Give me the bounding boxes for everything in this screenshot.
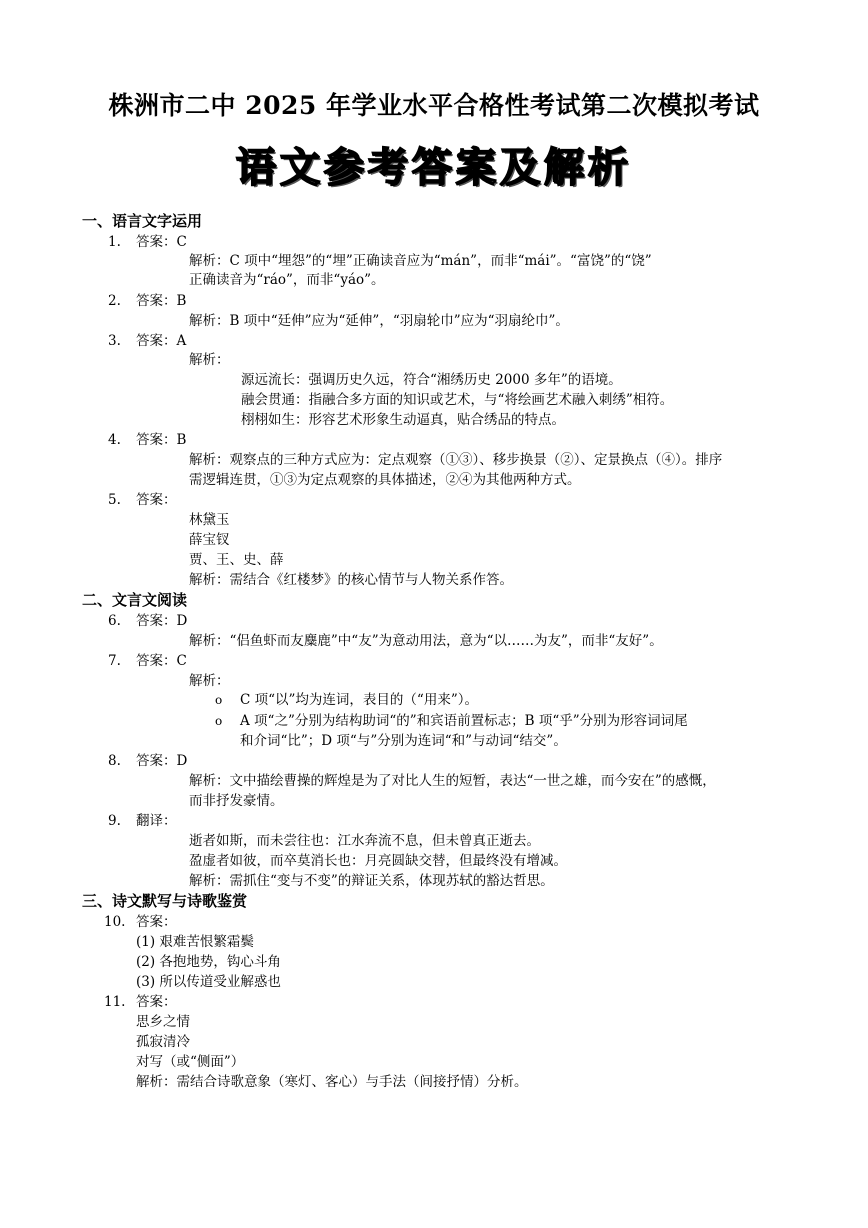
answer-item: 对写（或“侧面”）: [136, 1054, 245, 1070]
explanation-label: 解析：: [189, 352, 230, 368]
explanation: 而非抒发豪情。: [189, 793, 284, 809]
explanation: 解析：C 项中“埋怨”的“埋”正确读音应为“mán”，而非“mái”。“富饶”的“饶”: [189, 253, 652, 269]
question-number: 9.: [108, 813, 121, 829]
question-number: 1.: [108, 234, 121, 250]
section-heading-3: 三、诗文默写与诗歌鉴赏: [82, 892, 248, 910]
answer: 答案：A: [136, 333, 187, 349]
section-heading-2: 二、文言文阅读: [82, 591, 188, 609]
answer: 答案：D: [136, 753, 188, 769]
translation: 盈虚者如彼，而卒莫消长也：月亮圆缺交替，但最终没有增减。: [189, 853, 567, 869]
explanation-item: C 项“以”均为连词，表目的（“用来”）。: [240, 692, 478, 708]
explanation: 解析：需结合《红楼梦》的核心情节与人物关系作答。: [189, 572, 513, 588]
explanation: 解析：需抓住“变与不变”的辩证关系，体现苏轼的豁达哲思。: [189, 873, 554, 889]
bullet-icon: o: [215, 714, 223, 728]
document-title: 语文参考答案及解析: [236, 144, 632, 191]
explanation-item: 融会贯通：指融合多方面的知识或艺术，与“将绘画艺术融入刺绣”相符。: [241, 392, 674, 408]
explanation: 解析：观察点的三种方式应为：定点观察（①③）、移步换景（②）、定景换点（④）。排序: [189, 452, 723, 468]
question-number: 11.: [104, 994, 126, 1010]
translation: 逝者如斯，而未尝往也：江水奔流不息，但未曾真正逝去。: [189, 833, 540, 849]
explanation-item: 栩栩如生：形容艺术形象生动逼真，贴合绣品的特点。: [241, 412, 565, 428]
question-number: 6.: [108, 613, 121, 629]
answer-item: 林黛玉: [189, 512, 230, 528]
answer-item: (3) 所以传道受业解惑也: [136, 974, 281, 990]
explanation-item: A 项“之”分别为结构助词“的”和宾语前置标志；B 项“乎”分别为形容词词尾: [240, 713, 688, 729]
answer-item: 思乡之情: [136, 1014, 190, 1030]
section-heading-1: 一、语言文字运用: [82, 212, 203, 230]
question-number: 7.: [108, 653, 121, 669]
explanation: 解析：“侣鱼虾而友麋鹿”中“友”为意动用法，意为“以……为友”，而非“友好”。: [189, 633, 663, 649]
answer: 答案：C: [136, 653, 187, 669]
answer-item: (1) 艰难苦恨繁霜鬓: [136, 934, 254, 950]
answer: 答案：D: [136, 613, 188, 629]
question-number: 5.: [108, 492, 121, 508]
explanation: 需逻辑连贯，①③为定点观察的具体描述，②④为其他两种方式。: [189, 472, 581, 488]
question-number: 4.: [108, 432, 121, 448]
explanation: 正确读音为“ráo”，而非“yáo”。: [189, 272, 385, 288]
answer-item: 孤寂清冷: [136, 1034, 190, 1050]
bullet-icon: o: [215, 693, 223, 707]
answer: 答案：B: [136, 432, 187, 448]
answer: 答案：C: [136, 234, 187, 250]
question-number: 3.: [108, 333, 121, 349]
explanation-item: 和介词“比”；D 项“与”分别为连词“和”与动词“结交”。: [240, 733, 567, 749]
answer: 答案：: [136, 914, 177, 930]
answer-item: (2) 各抱地势，钩心斗角: [136, 954, 281, 970]
explanation: 解析：B 项中“廷伸”应为“延伸”，“羽扇轮巾”应为“羽扇纶巾”。: [189, 313, 569, 329]
answer: 翻译：: [136, 813, 177, 829]
question-number: 8.: [108, 753, 121, 769]
question-number: 10.: [104, 914, 126, 930]
exam-title: 株洲市二中 2025 年学业水平合格性考试第二次模拟考试: [108, 91, 760, 120]
explanation: 解析：需结合诗歌意象（寒灯、客心）与手法（间接抒情）分析。: [136, 1074, 528, 1090]
answer: 答案：B: [136, 293, 187, 309]
explanation-label: 解析：: [189, 673, 230, 689]
explanation-item: 源远流长：强调历史久远，符合“湘绣历史 2000 多年”的语境。: [241, 372, 622, 388]
answer: 答案：: [136, 994, 177, 1010]
answer: 答案：: [136, 492, 177, 508]
answer-item: 贾、王、史、薛: [189, 552, 284, 568]
answer-item: 薛宝钗: [189, 532, 230, 548]
explanation: 解析：文中描绘曹操的辉煌是为了对比人生的短暂，表达“一世之雄，而今安在”的感慨，: [189, 773, 716, 789]
question-number: 2.: [108, 293, 121, 309]
